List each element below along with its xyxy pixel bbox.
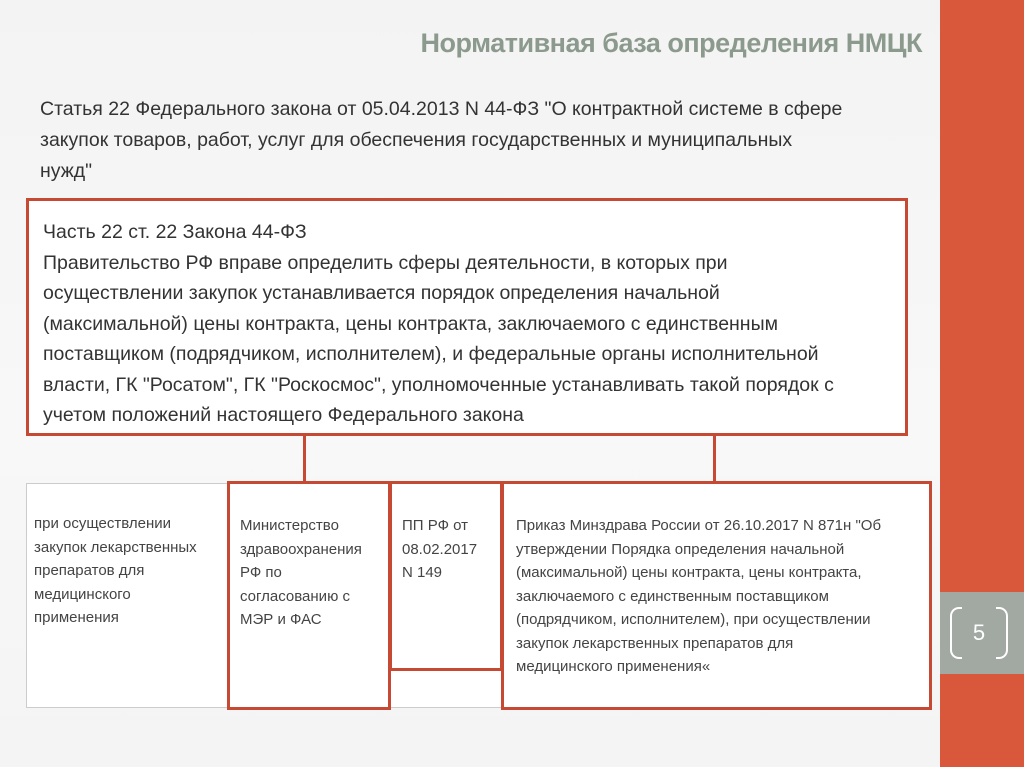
main-box-line: поставщиком (подрядчиком, исполнителем), и федеральные органы исполнительной — [43, 343, 819, 365]
order-line: медицинского применения« — [516, 658, 711, 675]
order-box — [501, 481, 932, 710]
main-box-line: Правительство РФ вправе определить сферы деятельности, в которых при — [43, 251, 728, 274]
intro-line: закупок товаров, работ, услуг для обеспечения государственных и муниципальных — [40, 129, 793, 151]
scope-line: медицинского — [34, 585, 131, 603]
scope-box — [34, 512, 224, 630]
main-box-line: осуществлении закупок устанавливается порядок определения начальной — [43, 282, 720, 304]
scope-line: применения — [34, 609, 119, 626]
resolution-line: N 149 — [402, 564, 443, 581]
ministry-line: Министерство — [240, 517, 339, 534]
ministry-box — [227, 481, 391, 710]
order-line: утверждении Порядка определения начальной — [516, 540, 845, 558]
connector-left-vertical — [303, 436, 306, 482]
page-title: Нормативная база определения НМЦК — [420, 28, 922, 58]
order-line: (подрядчиком, исполнителем), при осуществлении — [516, 611, 871, 628]
page-number: 5 — [972, 620, 986, 645]
main-article-box — [26, 198, 908, 436]
order-line: Приказ Минздрава России от 26.10.2017 N 871н "Об — [516, 517, 882, 534]
main-box-line: власти, ГК "Росатом", ГК "Роскосмос", уполномоченные устанавливать такой порядок с — [43, 373, 834, 396]
connector-right-vertical — [713, 436, 716, 482]
resolution-line: 08.02.2017 — [402, 540, 478, 558]
intro-line: нужд" — [40, 160, 93, 182]
resolution-line: ПП РФ от — [402, 517, 469, 534]
order-line: заключаемого с единственным поставщиком — [516, 587, 829, 605]
scope-line: закупок лекарственных — [34, 538, 197, 556]
resolution-box — [389, 481, 503, 671]
ministry-line: согласованию с — [240, 587, 350, 605]
main-box-line: учетом положений настоящего Федерального закона — [43, 404, 524, 426]
ministry-line: РФ по — [240, 564, 282, 581]
scope-line: препаратов для — [34, 562, 145, 579]
intro-line: Статья 22 Федерального закона от 05.04.2013 N 44-ФЗ "О контрактной системе в сфере — [40, 98, 843, 120]
scope-line: при осуществлении — [34, 515, 171, 532]
ministry-line: здравоохранения — [240, 540, 362, 558]
order-line: (максимальной) цены контракта, цены контракта, — [516, 564, 862, 581]
right-brace-icon — [996, 607, 1008, 659]
main-box-line: (максимальной) цены контракта, цены контракта, заключаемого с единственным — [43, 312, 779, 335]
intro-text — [40, 94, 920, 187]
ministry-line: МЭР и ФАС — [240, 611, 322, 628]
left-brace-icon — [950, 607, 962, 659]
main-box-heading: Часть 22 ст. 22 Закона 44-ФЗ — [43, 221, 307, 243]
page-number-frame — [948, 605, 1010, 661]
order-line: закупок лекарственных препаратов для — [516, 634, 794, 652]
